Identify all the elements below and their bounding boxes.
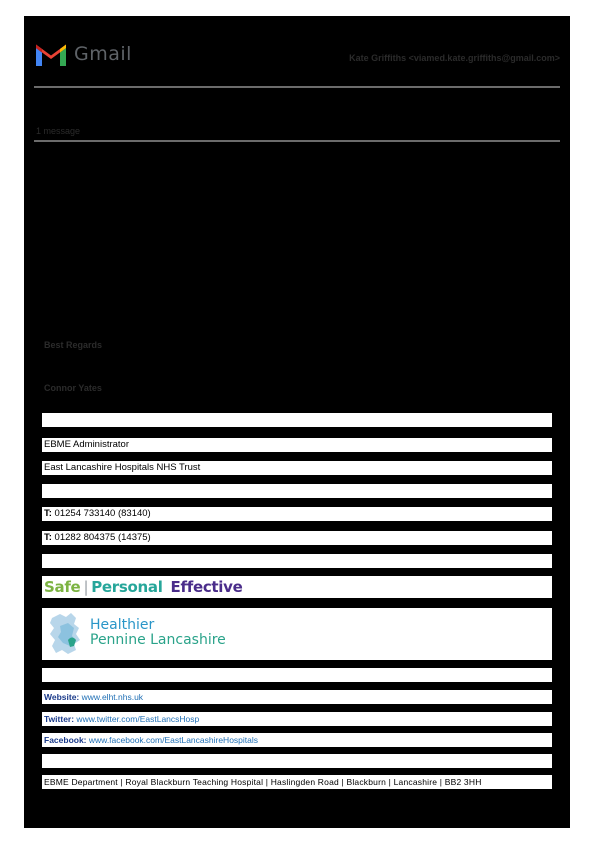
sender-address: Kate Griffiths <viamed.kate.griffiths@gmail.com> [349, 53, 560, 63]
twitter-label: Twitter: [44, 714, 75, 724]
message-count: 1 message [36, 126, 81, 136]
website-link[interactable]: www.elht.nhs.uk [79, 692, 144, 702]
facebook-row [42, 733, 552, 747]
signature-name: Connor Yates [44, 383, 102, 393]
value-safe: Safe [44, 578, 81, 596]
facebook-link[interactable]: www.facebook.com/EastLancashireHospitals [86, 735, 259, 745]
partner-logo-line-1: Healthier [90, 617, 155, 633]
phone-label: T: [44, 532, 52, 543]
signature-phone-2 [42, 531, 552, 545]
signature-blank-row [42, 754, 552, 768]
partner-logo-line-2: Pennine Lancashire [90, 632, 226, 648]
website-row [42, 690, 552, 704]
phone-label: T: [44, 508, 52, 519]
signature-blank-row [42, 554, 552, 568]
website-label: Website: [44, 692, 80, 702]
trust-values-banner [42, 576, 552, 598]
header-divider [34, 86, 560, 88]
signature-closing: Best Regards [44, 340, 103, 350]
value-effective: Effective [170, 578, 243, 596]
partner-logo-row [42, 608, 552, 660]
signature-role: EBME Administrator [42, 438, 552, 452]
value-personal: Personal [91, 578, 163, 596]
phone-number: 01282 804375 (14375) [51, 532, 151, 543]
twitter-link[interactable]: www.twitter.com/EastLancsHosp [74, 714, 200, 724]
signature-address: EBME Department | Royal Blackburn Teaching Hospital | Haslingden Road | Blackburn | Lancashire | BB2 3HH [42, 775, 552, 789]
subject-divider [34, 140, 560, 142]
signature-blank-row [42, 413, 552, 427]
facebook-label: Facebook: [44, 735, 87, 745]
gmail-wordmark: Gmail [74, 43, 132, 65]
twitter-row [42, 712, 552, 726]
email-page [24, 16, 570, 828]
lancashire-map-icon [46, 610, 90, 658]
signature-phone-1 [42, 507, 552, 521]
signature-org: East Lancashire Hospitals NHS Trust [42, 461, 552, 475]
value-separator: | [83, 578, 89, 596]
signature-blank-row [42, 484, 552, 498]
gmail-logo [34, 42, 134, 70]
signature-blank-row [42, 668, 552, 682]
phone-number: 01254 733140 (83140) [51, 508, 151, 519]
gmail-m-icon [34, 42, 68, 68]
